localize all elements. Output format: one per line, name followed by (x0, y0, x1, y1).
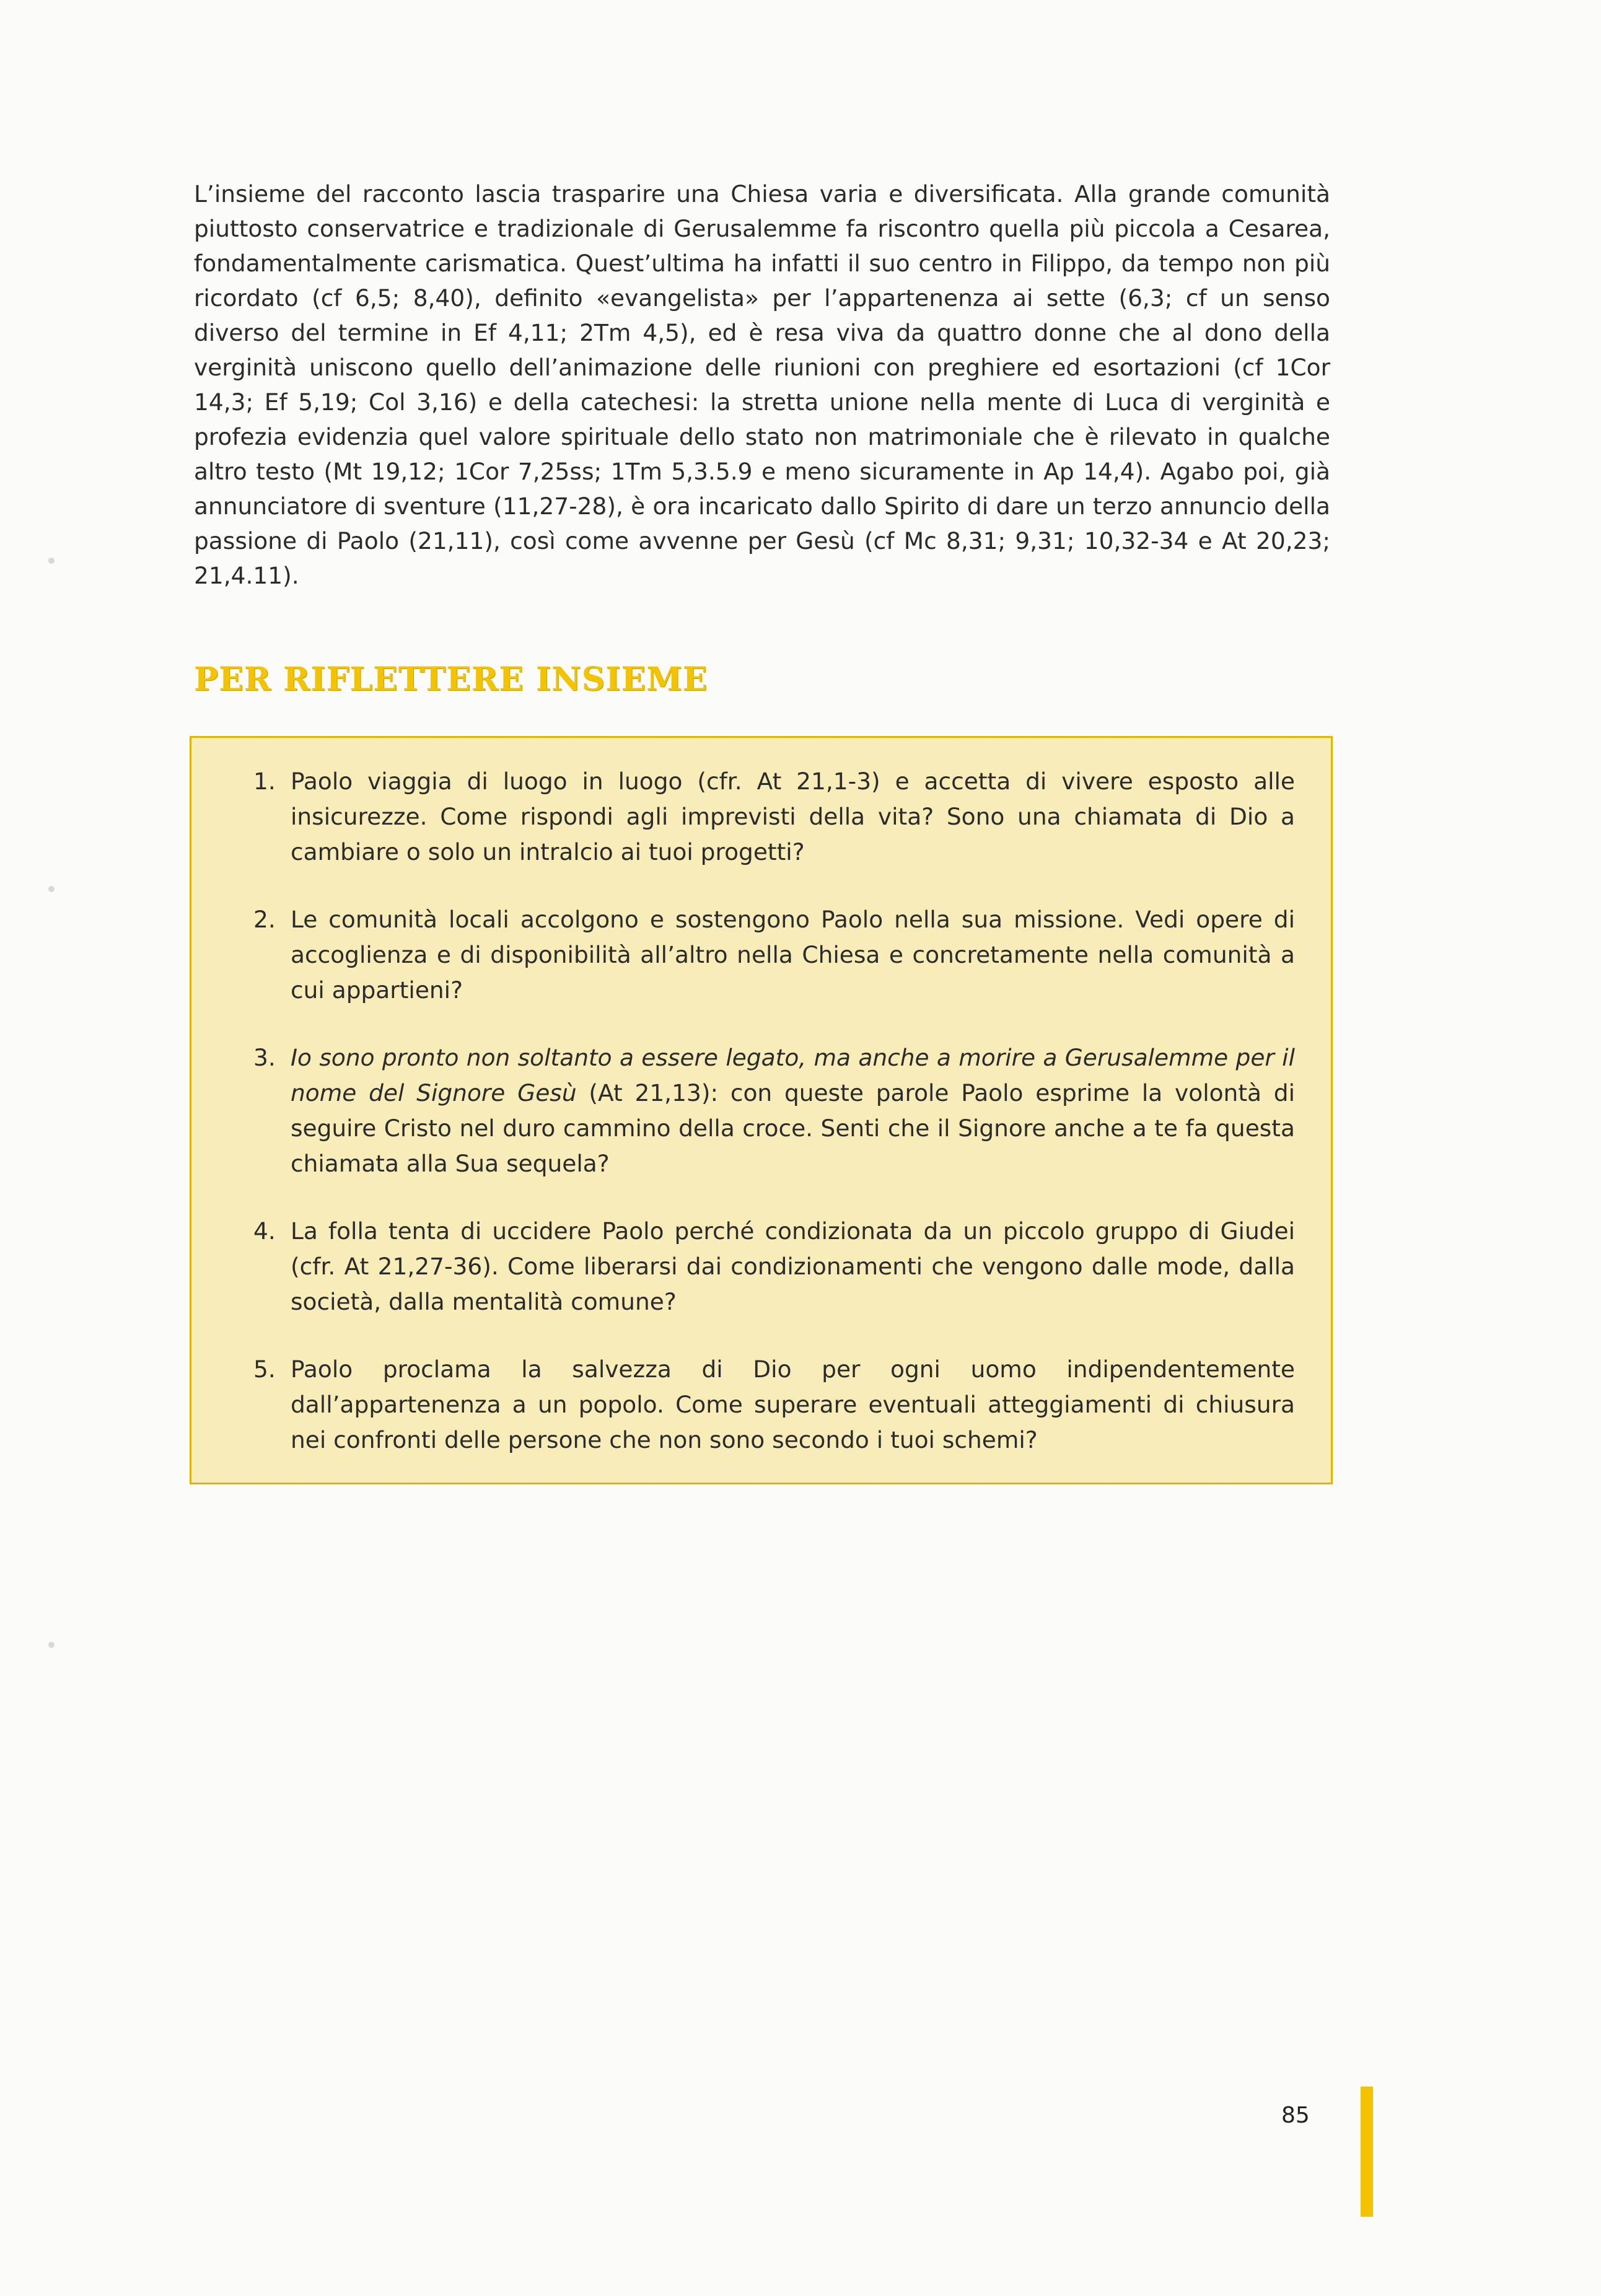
section-heading: PER RIFLETTERE INSIEME (194, 660, 708, 698)
reflection-box (190, 736, 1333, 1484)
question-text: Paolo viaggia di luogo in luogo (cfr. At 21,1-3) e accetta di vivere esposto alle insicurezze. Come rispondi agli imprevisti della vita? Sono una chiamata di Dio a cambiare o solo un intralcio ai tuoi progetti? (291, 768, 1295, 865)
question-item (191, 1352, 1331, 1458)
question-item (191, 902, 1331, 1008)
question-item (191, 1040, 1331, 1181)
question-item (191, 1214, 1331, 1320)
binder-hole (48, 1642, 55, 1648)
binder-hole (48, 886, 55, 892)
question-number: 1. (253, 768, 276, 795)
question-text: La folla tenta di uccidere Paolo perché condizionata da un piccolo gruppo di Giudei (cfr. At 21,27-36). Come liberarsi dai condizionamenti che vengono dalle mode, dalla società, dalla mentalità comune? (291, 1217, 1295, 1315)
page-number: 85 (1281, 2103, 1310, 2128)
question-text: (At 21,13): con queste parole Paolo esprime la volontà di seguire Cristo nel duro cammino della croce. Senti che il Signore anche a te fa questa chiamata alla Sua sequela? (291, 1079, 1295, 1177)
question-quote: Io sono pronto non soltanto a essere legato, ma anche a morire a Gerusalemme per il nome del Signore Gesù (291, 1044, 1295, 1106)
intro-paragraph: L’insieme del racconto lascia trasparire una Chiesa varia e diversificata. Alla grande comunità piuttosto conservatrice e tradizionale di Gerusalemme fa riscontro quella più piccola a Cesarea, fondamentalmente carismatica. Quest’ultima ha infatti il suo centro in Filippo, da tempo non più ricordato (cf 6,5; 8,40), definito «evangelista» per l’appartenenza ai sette (6,3; cf un senso diverso del termine in Ef 4,11; 2Tm 4,5), ed è resa viva da quattro donne che al dono della verginità uniscono quello dell’animazione delle riunioni con preghiere ed esortazioni (cf 1Cor 14,3; Ef 5,19; Col 3,16) e della catechesi: la stretta unione nella mente di Luca di verginità e profezia evidenzia quel valore spirituale dello stato non matrimoniale che è rilevato in qualche altro testo (Mt 19,12; 1Cor 7,25ss; 1Tm 5,3.5.9 e meno sicuramente in Ap 14,4). Agabo poi, già annunciatore di sventure (11,27-28), è ora incaricato dallo Spirito di dare un terzo annuncio della passione di Paolo (21,11), così come avvenne per Gesù (cf Mc 8,31; 9,31; 10,32-34 e At 20,23; 21,4.11). (194, 180, 1330, 589)
question-number: 5. (253, 1356, 276, 1383)
question-text: Le comunità locali accolgono e sostengono Paolo nella sua missione. Vedi opere di accoglienza e di disponibilità all’altro nella Chiesa e concretamente nella comunità a cui appartieni? (291, 906, 1295, 1004)
question-text: Paolo proclama la salvezza di Dio per ogni uomo indipendentemente dall’appartenenza a un popolo. Come superare eventuali atteggiamenti di chiusura nei confronti delle persone che non sono secondo i tuoi schemi? (291, 1356, 1295, 1453)
question-list (191, 764, 1331, 1490)
question-number: 3. (253, 1044, 276, 1071)
question-number: 2. (253, 906, 276, 933)
page-marker-bar (1361, 2087, 1373, 2217)
question-number: 4. (253, 1217, 276, 1245)
binder-hole (48, 558, 55, 564)
question-item (191, 764, 1331, 870)
